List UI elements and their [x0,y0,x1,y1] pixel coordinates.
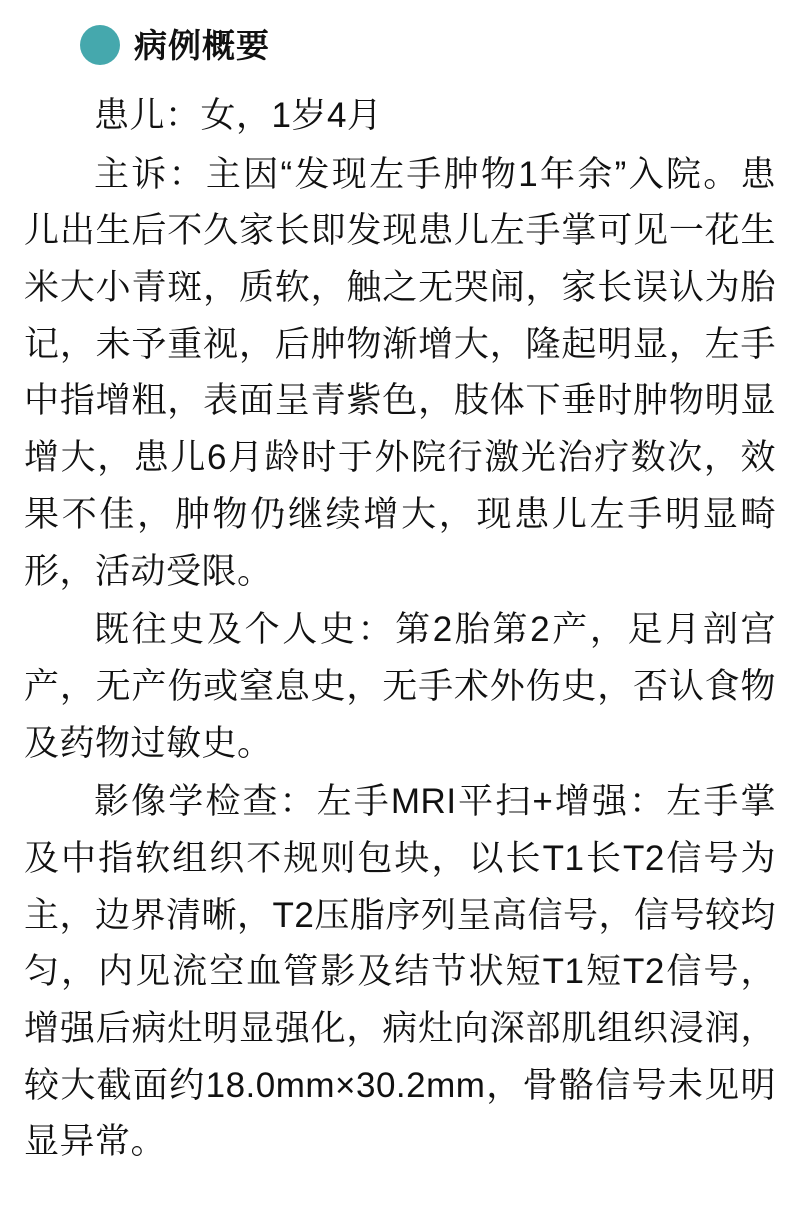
paragraph-imaging-exam: 影像学检查：左手MRI平扫+增强：左手掌及中指软组织不规则包块，以长T1长T2信号为主，边界清晰，T2压脂序列呈高信号，信号较均匀，内见流空血管影及结节状短T1短T2信号，增强后病灶明显强化，病灶向深部肌组织浸润，较大截面约18.0mm×30.2mm，骨骼信号未见明显异常。 [24,782,776,1162]
circle-bullet-icon [80,25,120,65]
paragraph-past-history: 既往史及个人史：第2胎第2产，足月剖宫产，无产伤或窒息史，无手术外伤史，否认食物及药物过敏史。 [24,610,776,763]
paragraph-patient-info: 患儿：女，1岁4月 [94,96,383,135]
section-header [24,0,776,76]
case-summary-body [24,88,776,1171]
paragraph-chief-complaint: 主诉：主因“发现左手肿物1年余”入院。患儿出生后不久家长即发现患儿左手掌可见一花生米大小青斑，质软，触之无哭闹，家长误认为胎记，未予重视，后肿物渐增大，隆起明显，左手中指增粗，表面呈青紫色，肢体下垂时肿物明显增大，患儿6月龄时于外院行激光治疗数次，效果不佳，肿物仍继续增大，现患儿左手明显畸形，活动受限。 [24,154,776,591]
page-title: 病例概要 [134,26,270,64]
